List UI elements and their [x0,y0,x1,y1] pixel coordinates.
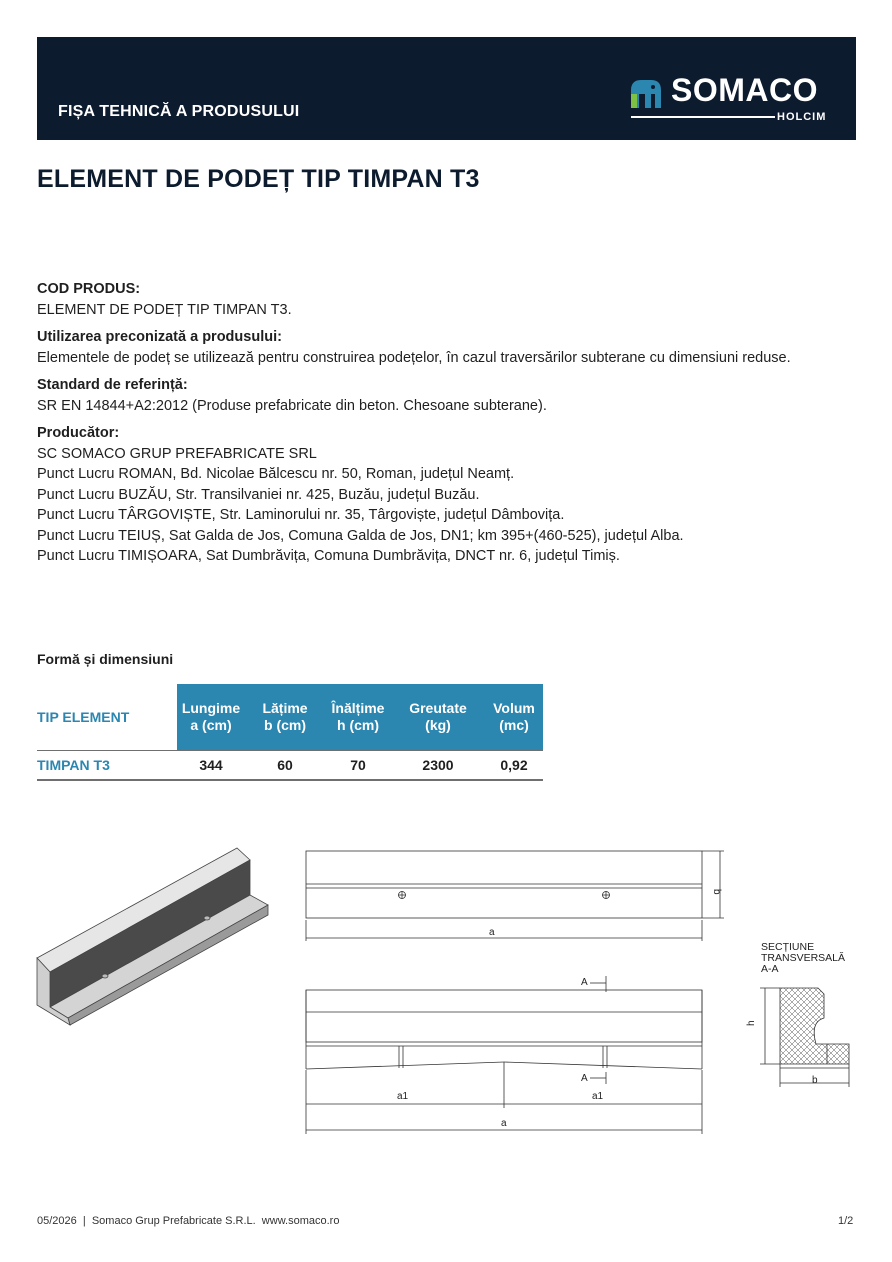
table-cell: TIMPAN T3 [37,751,177,781]
producator-line: Punct Lucru TIMIȘOARA, Sat Dumbrăvița, Comuna Dumbrăvița, DNCT nr. 6, județul Timiș. [37,548,620,564]
cross-section [760,988,849,1087]
producator-line: Punct Lucru TEIUȘ, Sat Galda de Jos, Comuna Galda de Jos, DN1; km 395+(460-525), județul Alba. [37,527,684,544]
dim-a-label: a [489,927,495,938]
standard-label: Standard de referință: [37,377,188,393]
table-cell: 344 [177,751,245,781]
table-header-cell: TIP ELEMENT [37,684,177,751]
utilizare-label: Utilizarea preconizată a produsului: [37,329,282,345]
producator-line: Punct Lucru BUZĂU, Str. Transilvaniei nr. 425, Buzău, județul Buzău. [37,486,480,503]
cod-label: COD PRODUS: [37,281,141,297]
page-title: ELEMENT DE PODEȚ TIP TIMPAN T3 [37,165,480,193]
document-type: FIȘA TEHNICĂ A PRODUSULUI [58,103,300,120]
cod-value: ELEMENT DE PODEȚ TIP TIMPAN T3. [37,301,292,318]
section-mark-top: A [581,977,588,988]
dim-a1-label: a1 [397,1091,409,1102]
table-cell: 60 [245,751,325,781]
table-cell: 70 [325,751,391,781]
table-header-cell: Greutate (kg) [391,684,485,751]
dim-b-label: b [711,889,722,895]
dim-a-label: a [501,1118,507,1129]
producator-line: SC SOMACO GRUP PREFABRICATE SRL [37,445,317,462]
standard-value: SR EN 14844+A2:2012 (Produse prefabricate din beton. Chesoane subterane). [37,397,547,414]
producator-line: Punct Lucru ROMAN, Bd. Nicolae Bălcescu nr. 50, Roman, județul Neamț. [37,466,515,482]
utilizare-value: Elementele de podeț se utilizează pentru construirea podețelor, în cazul traversărilor subterane cu dimensiuni reduse. [37,349,791,366]
section-title-label: SECȚIUNE TRANSVERSALĂ A-A [761,941,846,975]
logo-subtitle: HOLCIM [777,111,827,123]
dim-a1-label: a1 [592,1091,604,1102]
isometric-view [37,848,268,1025]
footer-info: 05/2026 | Somaco Grup Prefabricate S.R.L. www.somaco.ro [37,1215,340,1227]
logo-wordmark: SOMACO [671,72,818,108]
table-cell: 0,92 [485,751,543,781]
section-title: Formă și dimensiuni [37,651,174,667]
producator-line: Punct Lucru TÂRGOVIȘTE, Str. Laminorului nr. 35, Târgoviște, județul Dâmbovița. [37,507,565,523]
dim-b-section-label: b [812,1075,818,1086]
table-header-cell: Lățime b (cm) [245,684,325,751]
elevation-view [306,976,702,1134]
table-cell: 2300 [391,751,485,781]
dim-h-label: h [746,1020,757,1026]
page-number: 1/2 [838,1215,854,1227]
table-header-cell: Volum (mc) [485,684,543,751]
table-header-cell: Lungime a (cm) [177,684,245,751]
section-mark-bottom: A [581,1073,588,1084]
table-header-cell: Înălțime h (cm) [325,684,391,751]
producator-label: Producător: [37,425,120,441]
plan-view [306,851,724,941]
